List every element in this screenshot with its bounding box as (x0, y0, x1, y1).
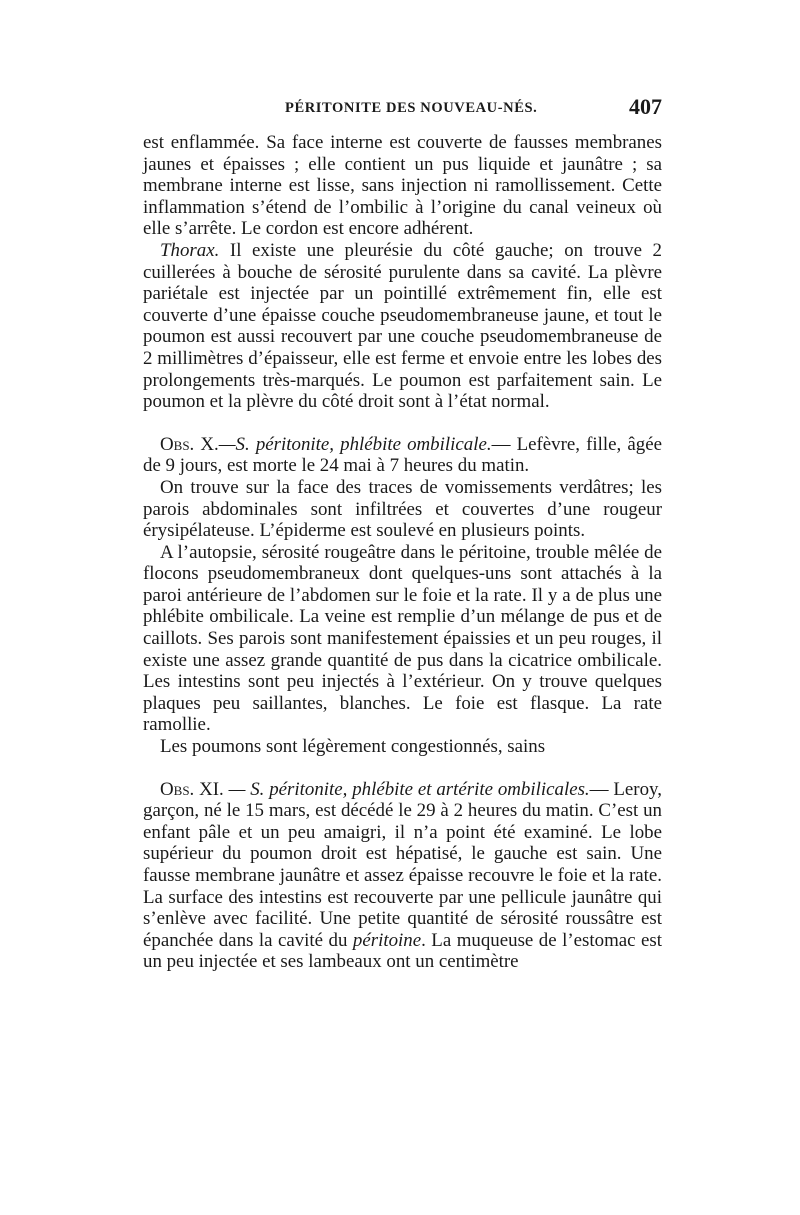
obs11-italic-word: péritoine (352, 929, 422, 951)
obs11-number: Obs. XI. (160, 778, 224, 800)
obs10-number: Obs. X. (160, 433, 219, 455)
thorax-text: Il existe une pleurésie du côté gauche; on trouve 2 cuillerées à bouche de sérosité purulente dans sa cavité. La plèvre pariétale est injectée par un pointillé extrêmement fin, elle est couverte d’une épaisse couche pseudomembraneuse jaune, et tout le poumon est aussi recouvert par une couche pseudomembraneuse de 2 millimètres d’épaisseur, elle est ferme et envoie entre les lobes des prolongements très-marqués. Le poumon est parfaitement sain. Le poumon et la plèvre du côté droit sont à l’état normal. (143, 239, 662, 413)
obs10-title: —S. péritonite, phlébite ombilicale. (218, 433, 492, 455)
section-gap (143, 758, 662, 779)
obs11-title: — S. péritonite, phlébite et artérite ombilicales. (223, 778, 590, 800)
thorax-label: Thorax. (160, 239, 220, 261)
page-header (143, 92, 662, 132)
running-head: PÉRITONITE DES NOUVEAU-NÉS. (285, 100, 538, 116)
obs10-paragraph-lungs: Les poumons sont légèrement congestionnés, sains (160, 736, 546, 758)
obs10-paragraph-autopsy: A l’autopsie, sérosité rougeâtre dans le péritoine, trouble mêlée de flocons pseudomembraneux dont quelques-uns sont attachés à la paroi antérieure de l’abdomen sur le foie et la rate. Il y a de plus une phlébite ombilicale. La veine est remplie d’un mélange de pus et de caillots. Ses parois sont manifestement épaissies et un peu rouges, il existe une assez grande quantité de pus dans la cicatrice ombilicale. Les intestins sont peu injectés à l’extérieur. On y trouve quelques plaques peu saillantes, blanches. Le foie est flasque. La rate ramollie. (143, 541, 662, 736)
book-page (143, 92, 662, 973)
obs10-paragraph-face: On trouve sur la face des traces de vomissements verdâtres; les parois abdominales sont infiltrées et couvertes d’une rougeur érysipélateuse. L’épiderme est soulevé en plusieurs points. (143, 476, 662, 542)
paragraph-abdomen: est enflammée. Sa face interne est couverte de fausses membranes jaunes et épaisses ; elle contient un pus liquide et jaunâtre ; sa membrane interne est lisse, sans injection ni ramollissement. Cette inflammation s’étend de l’ombilic à l’origine du canal veineux où elle s’arrête. Le cordon est encore adhérent. (143, 132, 662, 240)
obs10-lead: — Lefèvre, fille, âgée de 9 jours, est morte le 24 mai à 7 heures du matin. (143, 433, 662, 477)
section-gap (143, 413, 662, 434)
paragraph-thorax (143, 240, 662, 413)
obs11-tail: . La muqueuse de l’estomac est un peu injectée et ses lambeaux ont un centimètre (143, 929, 662, 973)
obs10-heading-paragraph (143, 434, 662, 477)
obs11-text: — Leroy, garçon, né le 15 mars, est décédé le 29 à 2 heures du matin. C’est un enfant pâle et un peu amaigri, il n’a point été examiné. Le lobe supérieur du poumon droit est hépatisé, le gauche est sain. Une fausse membrane jaunâtre et assez épaisse recouvre le foie et la rate. La surface des intestins est recouverte par une pellicule jaunâtre qui s’enlève avec facilité. Une petite quantité de sérosité roussâtre est épanchée dans la cavité du (143, 778, 662, 951)
obs11-paragraph (143, 779, 662, 973)
body-text (143, 132, 662, 973)
page-number: 407 (629, 94, 662, 119)
